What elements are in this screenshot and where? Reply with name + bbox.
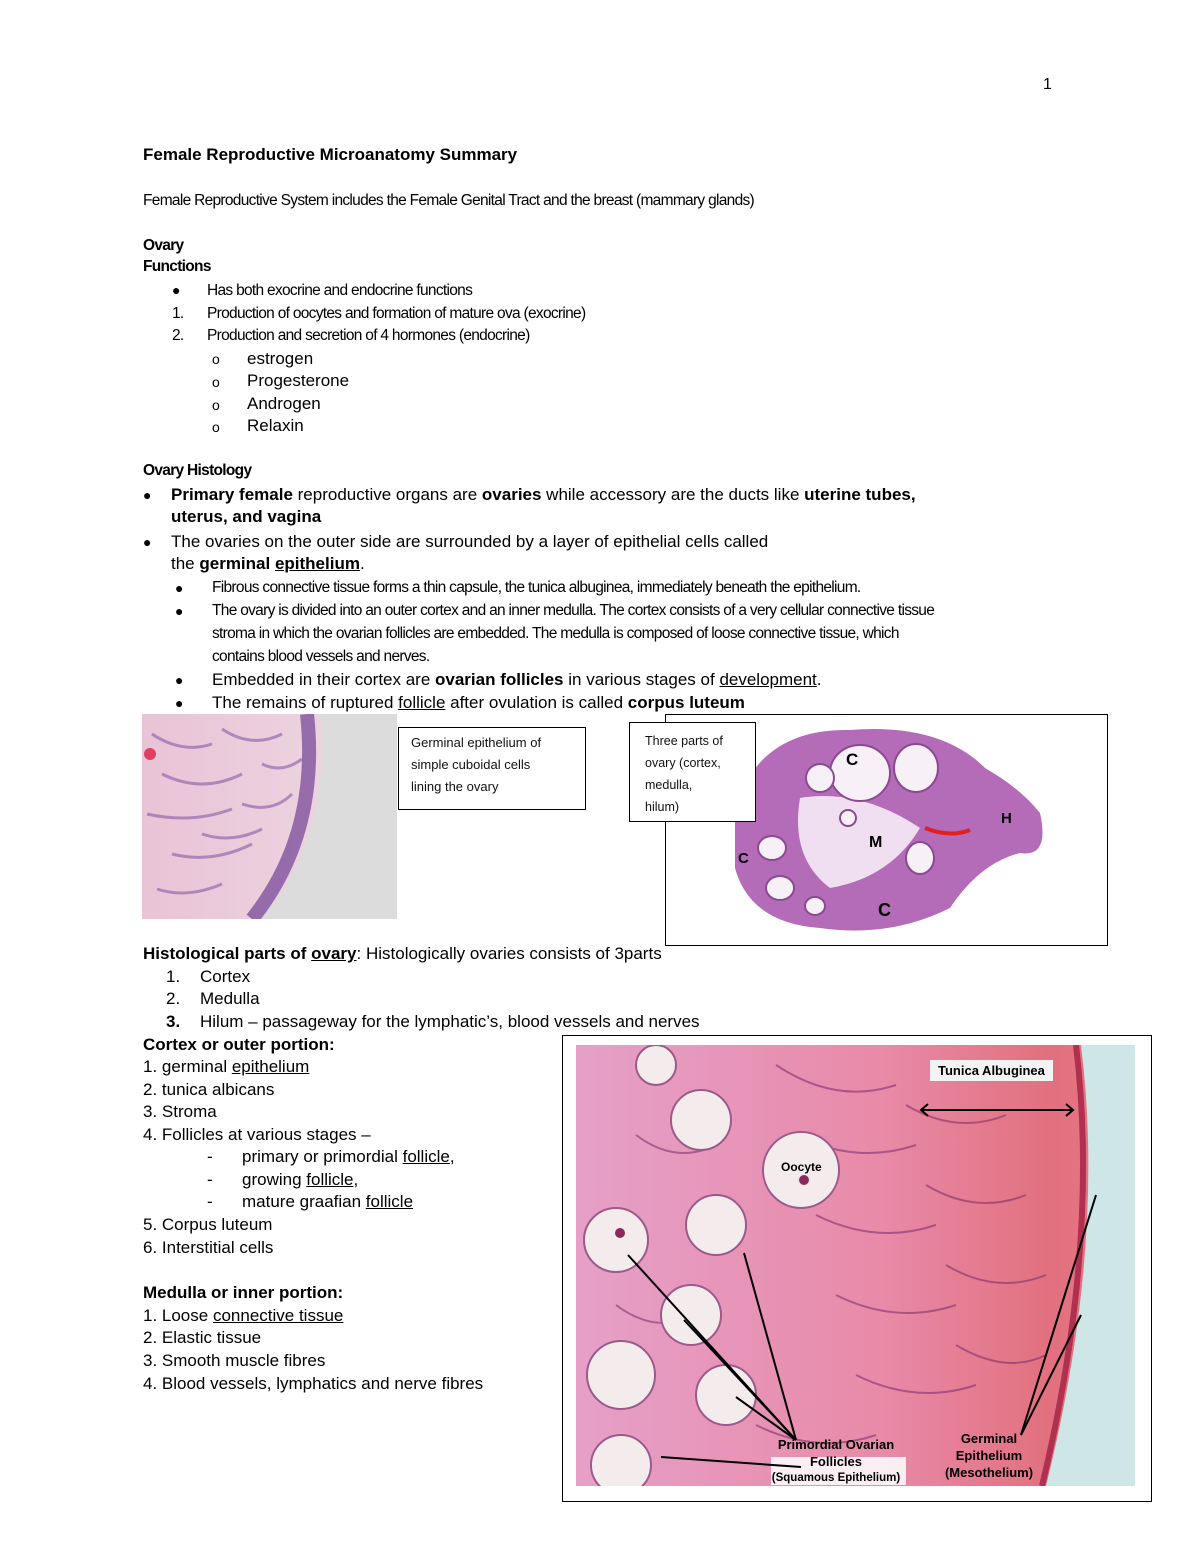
- cortex-micrograph: [576, 1045, 1135, 1486]
- bullet-icon: ●: [175, 580, 184, 596]
- histology-sub-2-cont: contains blood vessels and nerves.: [212, 648, 430, 665]
- function-item: Production of oocytes and formation of mature ova (exocrine): [207, 305, 586, 322]
- sub-marker: o: [212, 351, 220, 367]
- part-number: 1.: [166, 967, 181, 986]
- follicle-stage: primary or primordial follicle,: [242, 1147, 455, 1166]
- histology-sub-2-cont: stroma in which the ovarian follicles are embedded. The medulla is composed of loose connective tissue, which: [212, 625, 899, 642]
- primordial-follicles-label: [766, 1436, 906, 1487]
- intro-text: Female Reproductive System includes the Female Genital Tract and the breast (mammary glands): [143, 192, 755, 209]
- medulla-item: 4. Blood vessels, lymphatics and nerve fibres: [143, 1374, 484, 1393]
- bullet-icon: ●: [175, 695, 184, 711]
- tunica-albuginea-label: Tunica Albuginea: [930, 1060, 1053, 1081]
- part-number: 2.: [166, 989, 181, 1008]
- sub-marker: o: [212, 374, 220, 390]
- page-number: 1: [1043, 76, 1052, 93]
- part-number: 3.: [166, 1012, 181, 1031]
- figure2-caption: hilum): [645, 800, 680, 814]
- cortex-label: C: [878, 900, 891, 920]
- cortex-item: 5. Corpus luteum: [143, 1215, 273, 1234]
- bullet-icon: ●: [175, 672, 184, 688]
- functions-heading: Functions: [143, 258, 211, 275]
- germinal-epithelium-label: [936, 1430, 1042, 1481]
- medulla-item: 3. Smooth muscle fibres: [143, 1351, 326, 1370]
- histology-bullet-1-cont: uterus, and vagina: [171, 507, 322, 526]
- primordial-label-line: Primordial Ovarian: [777, 1437, 895, 1452]
- follicle-stage: mature graafian follicle: [242, 1192, 414, 1211]
- item-number: 1.: [172, 305, 184, 322]
- histology-bullet-1: Primary female reproductive organs are ovaries while accessory are the ducts like uterine tubes,: [171, 485, 916, 504]
- hormone-item: Relaxin: [247, 416, 304, 435]
- figure2-caption: ovary (cortex,: [645, 756, 721, 770]
- hormone-item: Androgen: [247, 394, 321, 413]
- oocyte-label: Oocyte: [781, 1160, 822, 1174]
- figure2-caption: medulla,: [645, 778, 693, 792]
- dash-marker: -: [207, 1147, 213, 1166]
- part-item: Hilum – passageway for the lymphatic’s, blood vessels and nerves: [200, 1012, 700, 1031]
- primordial-label-line: Follicles: [809, 1454, 863, 1469]
- histology-bullet-2: The ovaries on the outer side are surrounded by a layer of epithelial cells called: [171, 532, 769, 551]
- medulla-heading: Medulla or inner portion:: [143, 1283, 344, 1302]
- germinal-label-line: Epithelium: [955, 1448, 1023, 1463]
- bullet-icon: ●: [143, 487, 152, 503]
- sub-marker: o: [212, 419, 220, 435]
- dash-marker: -: [207, 1192, 213, 1211]
- functions-bullet: Has both exocrine and endocrine functions: [207, 282, 473, 299]
- sub-marker: o: [212, 397, 220, 413]
- cortex-item: 3. Stroma: [143, 1102, 217, 1121]
- cortex-item: 4. Follicles at various stages –: [143, 1125, 371, 1144]
- medulla-label: M: [869, 834, 883, 851]
- germinal-label-line: Germinal: [960, 1431, 1018, 1446]
- hormone-item: Progesterone: [247, 371, 350, 390]
- ovary-heading: Ovary: [143, 237, 184, 254]
- cortex-item: 6. Interstitial cells: [143, 1238, 274, 1257]
- cortex-label: C: [846, 750, 859, 769]
- histology-heading: Ovary Histology: [143, 462, 252, 479]
- medulla-item: 1. Loose connective tissue: [143, 1306, 344, 1325]
- histology-sub-3: Embedded in their cortex are ovarian follicles in various stages of development.: [212, 670, 822, 689]
- cortex-heading: Cortex or outer portion:: [143, 1035, 335, 1054]
- follicle-stage: growing follicle,: [242, 1170, 359, 1189]
- bullet-icon: ●: [175, 603, 184, 619]
- primordial-label-line: (Squamous Epithelium): [771, 1472, 901, 1484]
- histology-sub-1: Fibrous connective tissue forms a thin capsule, the tunica albuginea, immediately beneath the epithelium.: [212, 579, 861, 596]
- histology-sub-2: The ovary is divided into an outer cortex and an inner medulla. The cortex consists of a very cellular connective tissue: [212, 602, 935, 619]
- bullet-icon: ●: [172, 282, 181, 298]
- medulla-item: 2. Elastic tissue: [143, 1328, 262, 1347]
- cortex-label: C: [738, 850, 749, 867]
- hormone-item: estrogen: [247, 349, 314, 368]
- part-item: Medulla: [200, 989, 260, 1008]
- bullet-icon: ●: [143, 534, 152, 550]
- figure2-caption: Three parts of: [645, 734, 723, 748]
- dash-marker: -: [207, 1170, 213, 1189]
- figure1-caption: lining the ovary: [411, 779, 499, 794]
- histology-sub-4: The remains of ruptured follicle after ovulation is called corpus luteum: [212, 693, 745, 712]
- part-item: Cortex: [200, 967, 251, 986]
- germinal-epithelium-micrograph: [142, 714, 397, 919]
- germinal-label-line: (Mesothelium): [944, 1465, 1034, 1480]
- parts-heading: Histological parts of ovary: Histologically ovaries consists of 3parts: [143, 944, 662, 963]
- hilum-label: H: [1001, 810, 1012, 827]
- function-item: Production and secretion of 4 hormones (endocrine): [207, 327, 530, 344]
- figure1-caption: simple cuboidal cells: [411, 757, 531, 772]
- page-title: Female Reproductive Microanatomy Summary: [143, 145, 518, 164]
- histology-bullet-2-cont: the germinal epithelium.: [171, 554, 365, 573]
- cortex-item: 1. germinal epithelium: [143, 1057, 310, 1076]
- figure1-caption: Germinal epithelium of: [411, 735, 542, 750]
- cortex-item: 2. tunica albicans: [143, 1080, 275, 1099]
- item-number: 2.: [172, 327, 184, 344]
